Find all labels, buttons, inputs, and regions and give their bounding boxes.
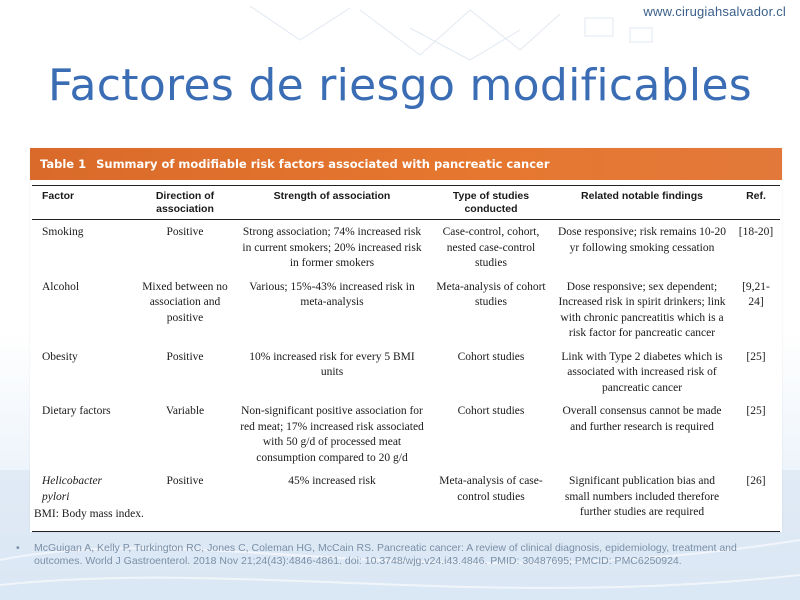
cell-factor: Obesity: [42, 350, 78, 363]
table-title: Summary of modifiable risk factors associated with pancreatic cancer: [96, 157, 550, 171]
cell-factor: Dietary factors: [42, 405, 111, 417]
cell-findings: Significant publication bias and small numbers included therefore further studies are required: [552, 469, 732, 531]
column-header-strength: Strength of association: [234, 186, 430, 220]
column-header-studies: Type of studies conducted: [430, 186, 552, 220]
table-row: [32, 399, 780, 469]
cell-factor: Helicobacter pylori: [32, 469, 136, 531]
cell-direction: Positive: [136, 469, 234, 531]
table-row: [32, 469, 780, 531]
cell-strength: 10% increased risk for every 5 BMI units: [249, 350, 415, 378]
cell-factor: Smoking: [42, 226, 84, 238]
risk-factors-table: [32, 185, 780, 532]
cell-direction: Positive: [166, 350, 204, 363]
cell-strength: 45% increased risk: [234, 469, 430, 531]
cell-direction: Mixed between no association and positive: [142, 280, 228, 324]
cell-factor: Alcohol: [42, 280, 80, 293]
table-row: [32, 275, 780, 345]
table-caption: [30, 148, 782, 180]
column-header-ref: Ref.: [732, 186, 780, 220]
table-row: [32, 220, 780, 275]
cell-ref: [18-20]: [738, 226, 774, 238]
table-header-row: [32, 186, 780, 220]
cell-strength: Non-significant positive association for red meat; 17% increased risk associated with 50 g/d of processed meat consumption compared to 20 g/d: [240, 405, 424, 464]
cell-studies: Meta-analysis of cohort studies: [436, 280, 546, 308]
cell-studies: Case-control, cohort, nested case-control studies: [442, 226, 540, 269]
cell-findings: Dose responsive; sex dependent; Increased risk in spirit drinkers; link with chronic pancreatitis which is a risk factor for pancreatic cancer: [558, 280, 726, 339]
cell-studies: Cohort studies: [457, 405, 525, 417]
cell-findings: Dose responsive; risk remains 10-20 yr following smoking cessation: [558, 226, 726, 254]
cell-ref: [25]: [746, 405, 766, 417]
column-header-direction: Direction of association: [136, 186, 234, 220]
table-footnote: BMI: Body mass index.: [34, 508, 144, 520]
table-panel: [30, 148, 782, 532]
cell-findings: Link with Type 2 diabetes which is associated with increased risk of pancreatic cancer: [561, 350, 723, 394]
site-url[interactable]: www.cirugiahsalvador.cl: [643, 4, 786, 19]
bullet-icon: •: [16, 542, 20, 554]
cell-findings: Overall consensus cannot be made and further research is required: [562, 405, 722, 433]
cell-direction: Positive: [166, 226, 204, 238]
citation-text: McGuigan A, Kelly P, Turkington RC, Jones C, Coleman HG, McCain RS. Pancreatic cancer: A review of clinical diagnosis, epidemiology, treatment and outcomes. World J Gastroenterol. 2018 Nov 21;24(43):4846-4861. doi: 10.3748/wjg.v24.i43.4846. PMID: 30487695; PMCID: PMC6250924.: [34, 542, 737, 567]
cell-direction: Variable: [165, 405, 205, 417]
cell-studies: Cohort studies: [457, 350, 525, 363]
column-header-findings: Related notable findings: [552, 186, 732, 220]
table-row: [32, 345, 780, 400]
cell-ref: [26]: [732, 469, 780, 531]
table-number: Table 1: [40, 157, 87, 171]
slide-title: Factores de riesgo modificables: [47, 60, 753, 111]
cell-ref: [9,21-24]: [742, 280, 770, 308]
column-header-factor: Factor: [32, 186, 136, 220]
cell-ref: [25]: [746, 350, 766, 363]
cell-studies: Meta-analysis of case-control studies: [430, 469, 552, 531]
citation: [16, 542, 776, 568]
cell-strength: Strong association; 74% increased risk in current smokers; 20% increased risk in former smokers: [242, 226, 422, 269]
cell-strength: Various; 15%-43% increased risk in meta-analysis: [249, 280, 415, 308]
